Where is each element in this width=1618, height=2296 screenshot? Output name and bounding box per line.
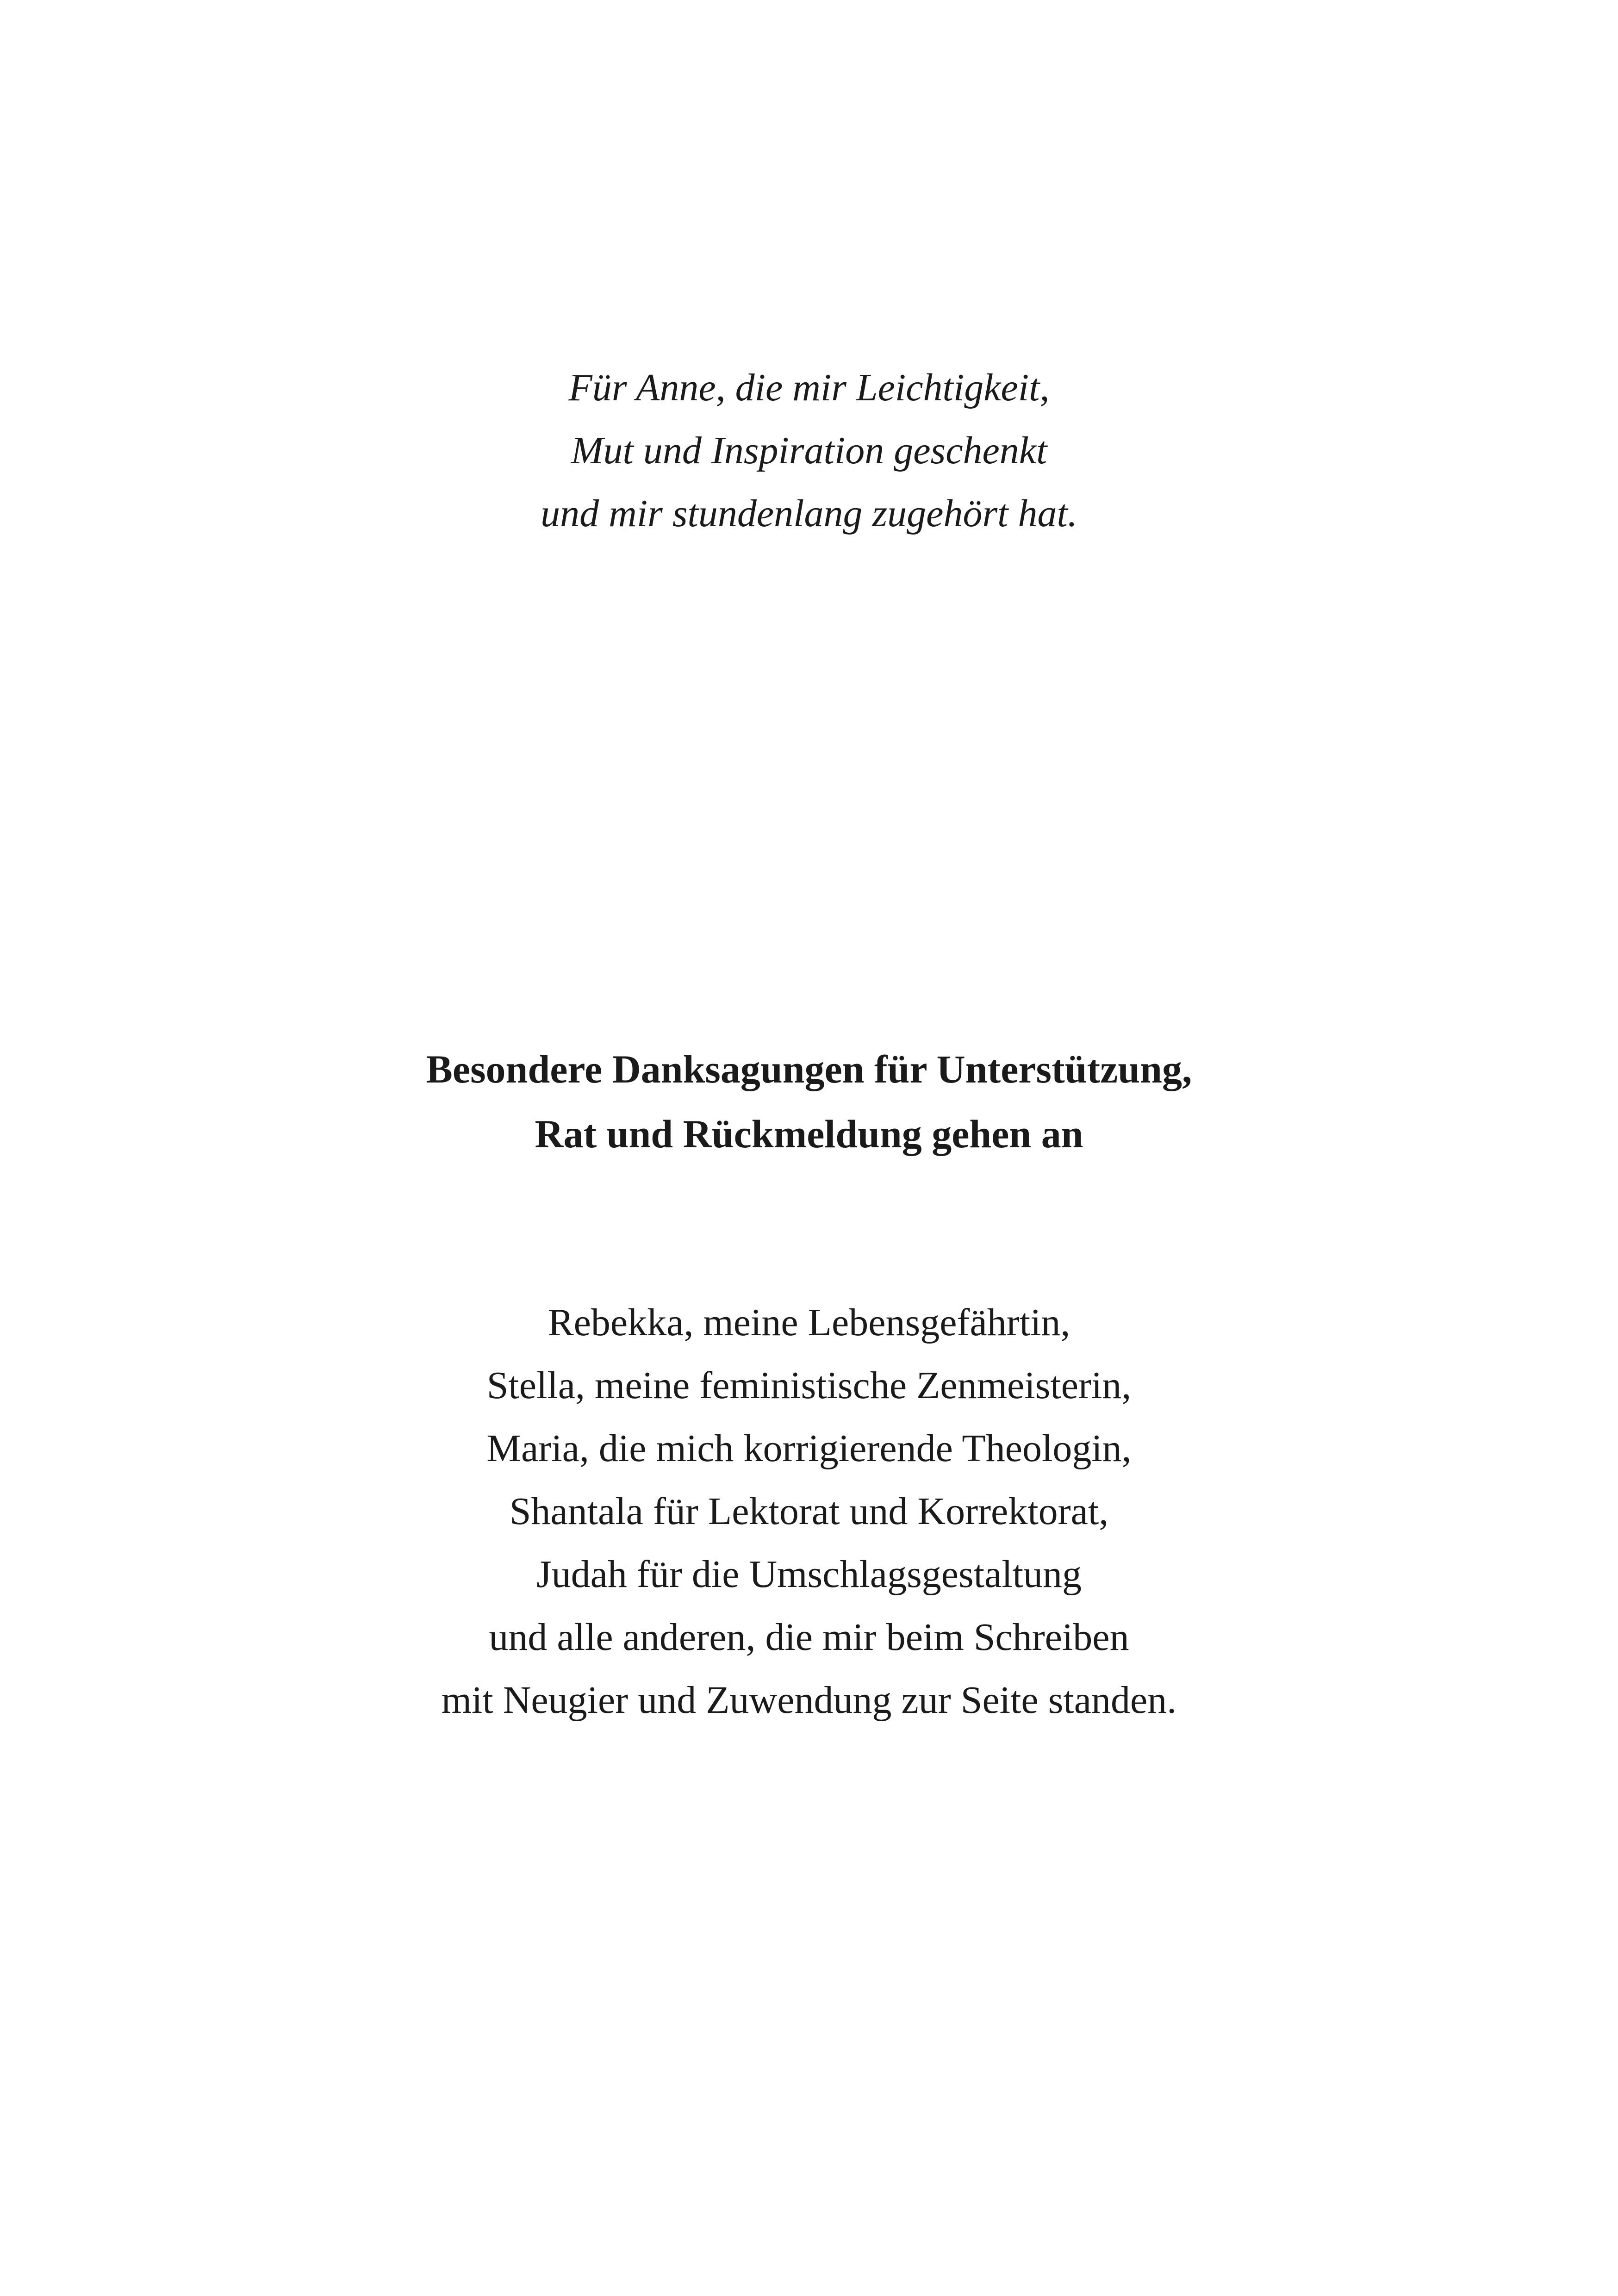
acknowledgement-line: Rebekka, meine Lebensgefährtin, — [548, 1301, 1070, 1344]
acknowledgements-list — [0, 1291, 1618, 1732]
dedication — [0, 356, 1618, 545]
acknowledgement-line: Maria, die mich korrigierende Theologin, — [486, 1427, 1132, 1470]
acknowledgement-line: und alle anderen, die mir beim Schreiben — [489, 1616, 1129, 1659]
dedication-line: und mir stundenlang zugehört hat. — [541, 492, 1077, 535]
acknowledgement-line: Stella, meine feministische Zenmeisterin, — [486, 1364, 1132, 1407]
acknowledgement-line: Judah für die Umschlagsgestaltung — [536, 1553, 1082, 1596]
acknowledgements-heading — [0, 1037, 1618, 1166]
dedication-line: Für Anne, die mir Leichtigkeit, — [568, 366, 1050, 409]
heading-line: Besondere Danksagungen für Unterstützung, — [426, 1047, 1192, 1091]
acknowledgement-line: Shantala für Lektorat und Korrektorat, — [509, 1490, 1109, 1533]
heading-line: Rat und Rückmeldung gehen an — [535, 1112, 1083, 1156]
dedication-line: Mut und Inspiration geschenkt — [571, 429, 1047, 472]
acknowledgement-line: mit Neugier und Zuwendung zur Seite standen. — [441, 1679, 1177, 1722]
